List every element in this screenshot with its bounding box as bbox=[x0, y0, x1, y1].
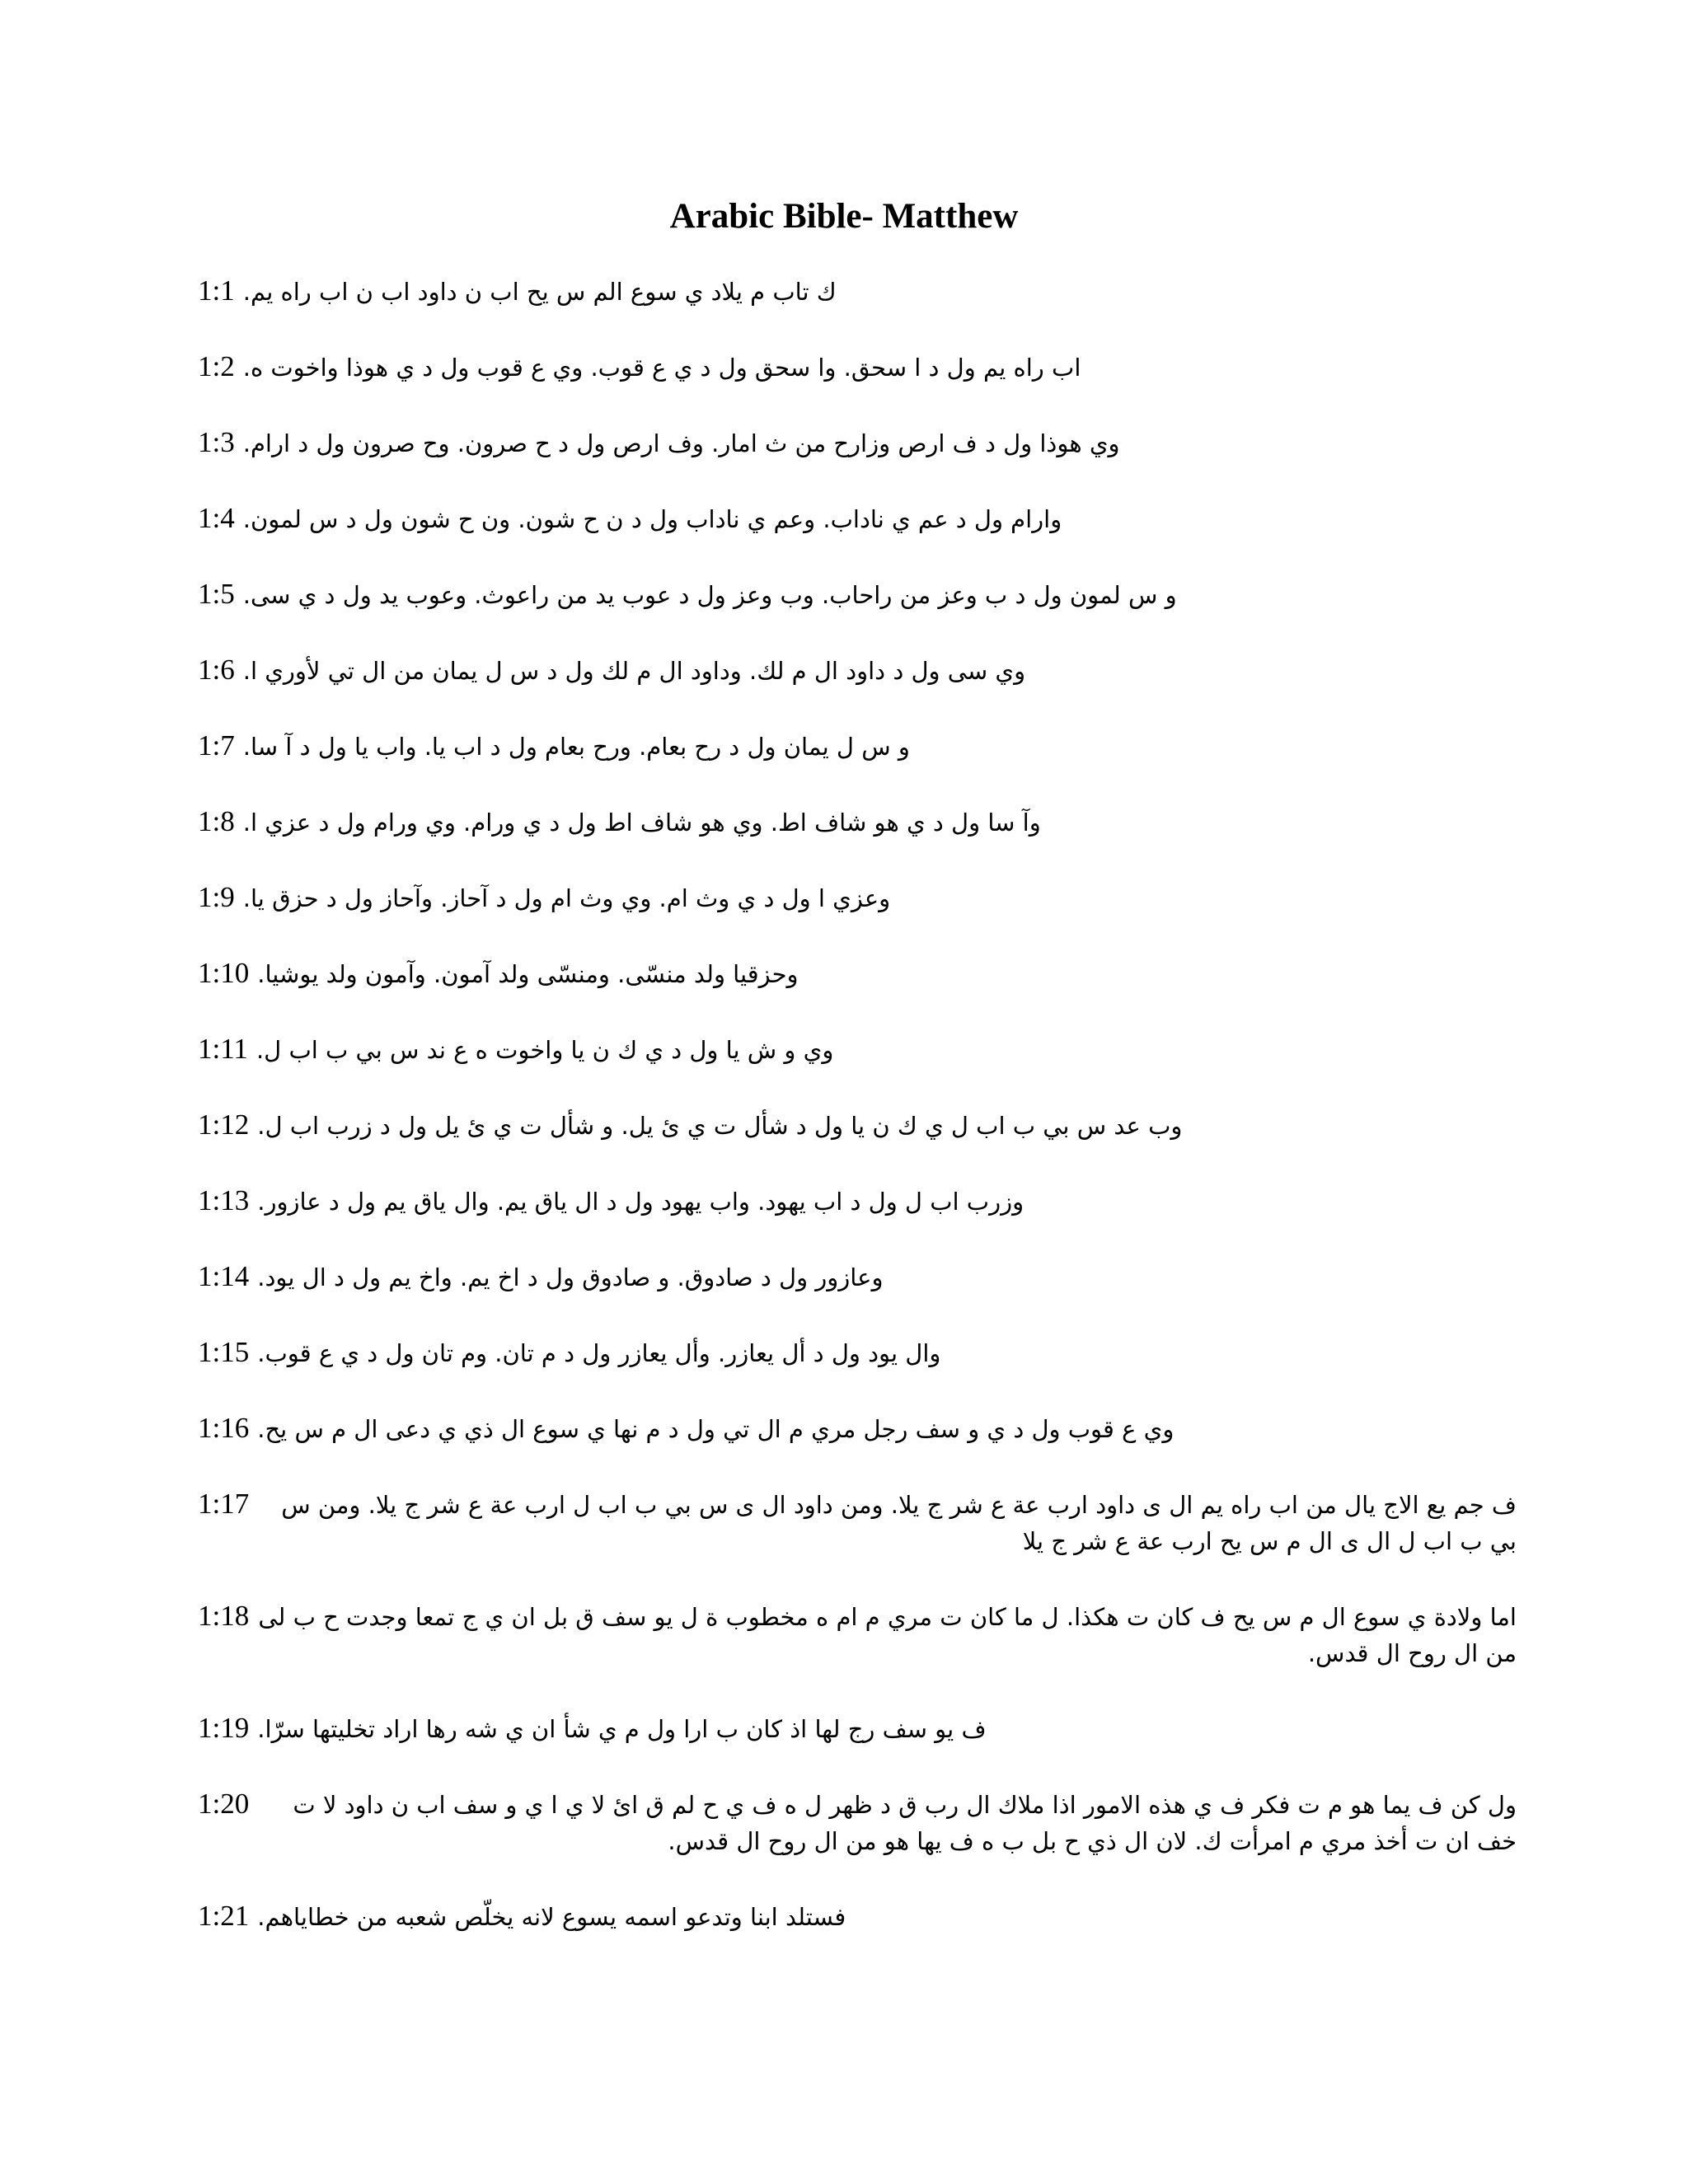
verse-number: 1:15 bbox=[198, 1336, 250, 1368]
verse-number: 1:18 bbox=[198, 1600, 250, 1632]
verse-text: وي سى ول د داود ال م لك. وداود ال م لك ول د س ل يمان من ال تي لأوري ا. bbox=[242, 657, 1026, 685]
verse-text: اما ولادة ي سوع ال م س يح ف كان ت هكذا. ل ما كان ت مري م ام ه مخطوب ة ل يو سف ق بل ان ي ج تمعا وجدت ح ب لى من ال روح ال قدس. bbox=[258, 1603, 1517, 1667]
verse bbox=[198, 1258, 1517, 1296]
verse bbox=[198, 272, 1517, 310]
verse-text: ف يو سف رج لها اذ كان ب ارا ول م ي شأ ان ي شه رها اراد تخليتها سرّا. bbox=[257, 1715, 987, 1743]
verse bbox=[198, 1182, 1517, 1220]
verse-text: ول كن ف يما هو م ت فكر ف ي هذه الامور اذا ملاك ال رب ق د ظهر ل ه ف ي ح لم ق ائ لا ي ا ي و سف اب ن داود لا ت خف ان ت أخذ مري م امرأت ك. لان ال ذي ح بل ب ه ف يها هو من ال روح ال قدس. bbox=[293, 1791, 1517, 1855]
verse-number: 1:20 bbox=[198, 1788, 250, 1820]
verse-number: 1:16 bbox=[198, 1412, 250, 1444]
verse bbox=[198, 651, 1517, 689]
verse-text: وحزقيا ولد منسّى. ومنسّى ولد آمون. وآمون ولد يوشيا. bbox=[257, 960, 799, 988]
verse-number: 1:3 bbox=[198, 426, 235, 458]
verse bbox=[198, 575, 1517, 613]
verse-text: اب راه يم ول د ا سحق. وا سحق ول د ي ع قوب. وي ع قوب ول د ي هوذا واخوت ه. bbox=[242, 354, 1081, 382]
verse bbox=[198, 1333, 1517, 1371]
verse bbox=[198, 1106, 1517, 1144]
verse bbox=[198, 1709, 1517, 1747]
verse bbox=[198, 1897, 1517, 1935]
verse-list bbox=[198, 272, 1517, 1973]
verse-number: 1:19 bbox=[198, 1712, 250, 1744]
verse bbox=[198, 1785, 1517, 1859]
verse-number: 1:8 bbox=[198, 805, 235, 837]
verse-text: ف جم يع الاج يال من اب راه يم ال ى داود ارب عة ع شر ج يلا. ومن داود ال ى س بي ب اب ل ارب عة ع شر ج يلا. ومن س بي ب اب ل ال ى ال م س يح ارب عة ع شر ج يلا bbox=[281, 1491, 1517, 1555]
verse-number: 1:21 bbox=[198, 1900, 250, 1932]
verse-number: 1:10 bbox=[198, 957, 250, 989]
verse-number: 1:17 bbox=[198, 1488, 250, 1520]
verse-text: وآ سا ول د ي هو شاف اط. وي هو شاف اط ول د ي ورام. وي ورام ول د عزي ا. bbox=[242, 808, 1041, 837]
verse bbox=[198, 879, 1517, 916]
verse-number: 1:6 bbox=[198, 654, 235, 686]
verse-text: وي ع قوب ول د ي و سف رجل مري م ال تي ول د م نها ي سوع ال ذي ي دعى ال م س يح. bbox=[257, 1415, 1175, 1443]
verse-text: وارام ول د عم ي ناداب. وعم ي ناداب ول د ن ح شون. ون ح شون ول د س لمون. bbox=[242, 505, 1062, 533]
verse bbox=[198, 424, 1517, 462]
verse bbox=[198, 803, 1517, 841]
verse-number: 1:12 bbox=[198, 1108, 250, 1141]
verse-text: فستلد ابنا وتدعو اسمه يسوع لانه يخلّص شعبه من خطاياهم. bbox=[257, 1903, 846, 1931]
verse bbox=[198, 727, 1517, 765]
page-title: Arabic Bible- Matthew bbox=[669, 197, 1019, 236]
verse-text: و س ل يمان ول د رح بعام. ورح بعام ول د اب يا. واب يا ول د آ سا. bbox=[242, 733, 910, 761]
verse bbox=[198, 348, 1517, 386]
verse-number: 1:4 bbox=[198, 502, 235, 534]
verse-text: وعازور ول د صادوق. و صادوق ول د اخ يم. واخ يم ول د ال يود. bbox=[257, 1263, 884, 1291]
verse-number: 1:11 bbox=[198, 1033, 248, 1065]
verse-text: وزرب اب ل ول د اب يهود. واب يهود ول د ال ياق يم. وال ياق يم ول د عازور. bbox=[257, 1188, 1025, 1216]
verse-number: 1:5 bbox=[198, 578, 235, 610]
verse-text: وال يود ول د أل يعازر. وأل يعازر ول د م تان. وم تان ول د ي ع قوب. bbox=[257, 1339, 941, 1367]
verse-number: 1:7 bbox=[198, 729, 235, 762]
verse-text: وب عد س بي ب اب ل ي ك ن يا ول د شأل ت ي ئ يل. و شأل ت ي ئ يل ول د زرب اب ل. bbox=[257, 1112, 1183, 1140]
verse-text: و س لمون ول د ب وعز من راحاب. وب وعز ول د عوب يد من راعوث. وعوب يد ول د ي سى. bbox=[242, 581, 1177, 609]
verse bbox=[198, 1597, 1517, 1671]
verse bbox=[198, 1409, 1517, 1447]
verse-number: 1:2 bbox=[198, 350, 235, 382]
verse-number: 1:13 bbox=[198, 1184, 250, 1216]
verse bbox=[198, 499, 1517, 537]
verse-number: 1:1 bbox=[198, 274, 235, 307]
verse bbox=[198, 1030, 1517, 1068]
verse-text: وي و ش يا ول د ي ك ن يا واخوت ه ع ند س بي ب اب ل. bbox=[256, 1036, 834, 1064]
verse-text: وي هوذا ول د ف ارص وزارح من ث امار. وف ارص ول د ح صرون. وح صرون ول د ارام. bbox=[242, 429, 1120, 457]
verse bbox=[198, 1485, 1517, 1559]
verse-text: ك تاب م يلاد ي سوع الم س يح اب ن داود اب ن اب راه يم. bbox=[242, 278, 837, 306]
verse bbox=[198, 954, 1517, 992]
verse-number: 1:14 bbox=[198, 1260, 250, 1292]
verse-number: 1:9 bbox=[198, 881, 235, 913]
verse-text: وعزي ا ول د ي وث ام. وي وث ام ول د آحاز. وآحاز ول د حزق يا. bbox=[242, 884, 891, 912]
